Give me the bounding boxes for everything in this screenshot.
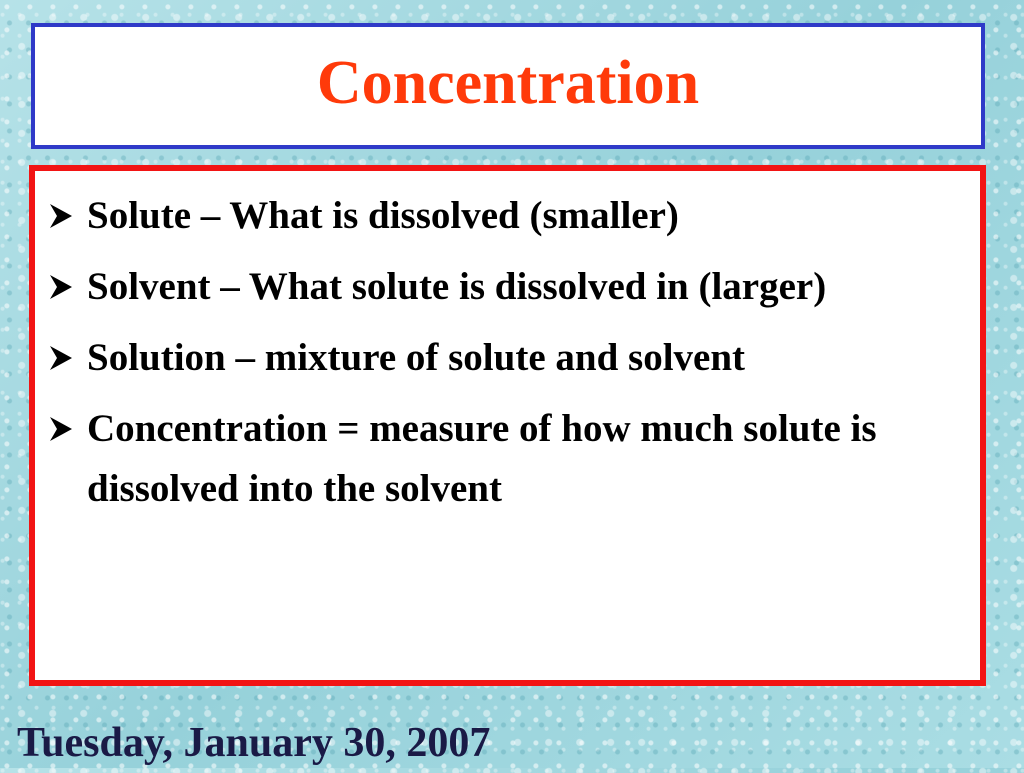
arrowhead-bullet-icon: [48, 186, 78, 246]
arrowhead-bullet-icon: [48, 399, 78, 459]
bullet-text: Solute – What is dissolved (smaller): [87, 194, 679, 237]
bullet-text: Solvent – What solute is dissolved in (larger): [87, 265, 827, 308]
bullet-item: [35, 328, 968, 388]
arrowhead-bullet-icon: [48, 257, 78, 317]
bullet-item: [35, 399, 968, 519]
bullet-item: [35, 186, 968, 246]
arrowhead-bullet-icon: [48, 328, 78, 388]
bullet-list: [35, 171, 980, 519]
bullet-item: [35, 257, 968, 317]
bullet-text: Solution – mixture of solute and solvent: [87, 336, 746, 379]
content-box: [29, 165, 986, 686]
bullet-text: Concentration = measure of how much solute is dissolved into the solvent: [87, 407, 877, 510]
title-box: [31, 23, 985, 149]
slide-title: Concentration: [316, 49, 700, 117]
footer-date: Tuesday, January 30, 2007: [17, 720, 491, 766]
